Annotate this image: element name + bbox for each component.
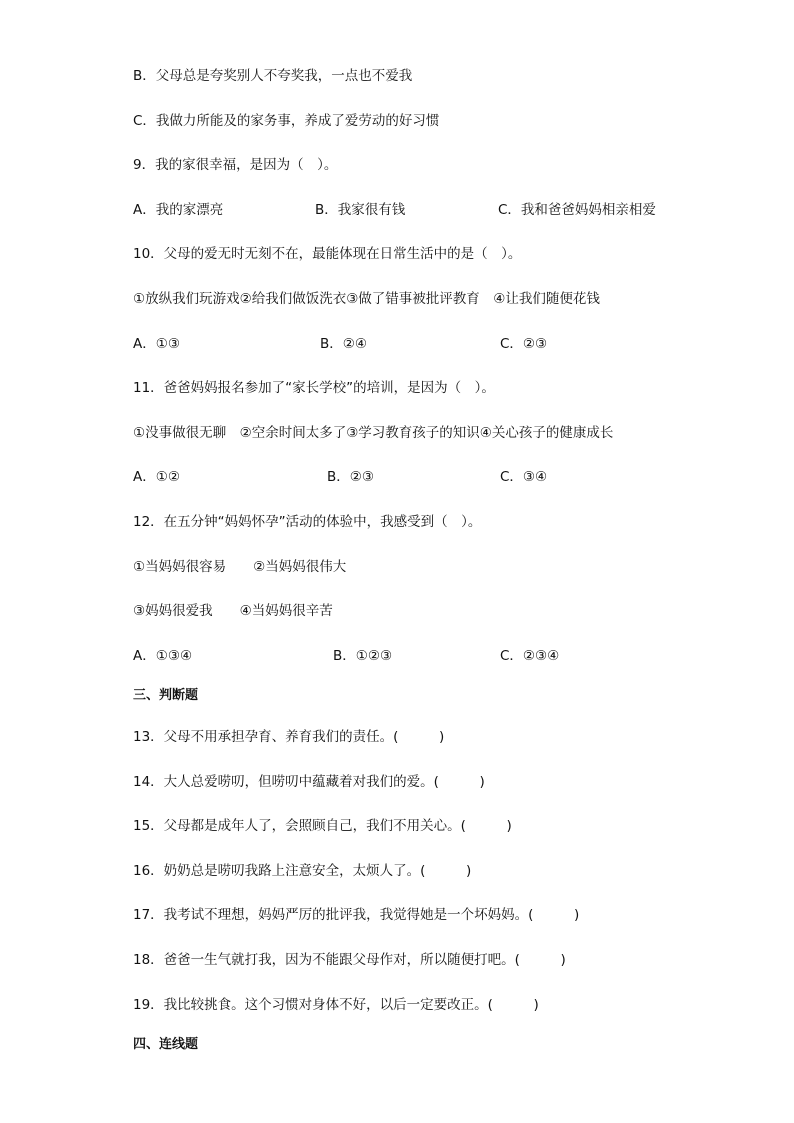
q10-option-b: B．②④ <box>320 336 367 352</box>
q12-option-c: C．②③④ <box>500 648 560 664</box>
q11-option-a: A．①② <box>133 469 180 485</box>
q9-option-a: A．我的家漂亮 <box>133 202 224 218</box>
question-16: 16．奶奶总是唠叨我路上注意安全，太烦人了。( ) <box>133 863 472 879</box>
question-12: 12．在五分钟“妈妈怀孕”活动的体验中，我感受到（ ）。 <box>133 514 482 530</box>
q11-items: ①没事做很无聊 ②空余时间太多了③学习教育孩子的知识④关心孩子的健康成长 <box>133 425 614 441</box>
q10-option-c: C．②③ <box>500 336 548 352</box>
q9-option-c: C．我和爸爸妈妈相亲相爱 <box>498 202 656 218</box>
question-11: 11．爸爸妈妈报名参加了“家长学校”的培训，是因为（ ）。 <box>133 380 495 396</box>
section-heading-judgment: 三、判断题 <box>133 688 199 703</box>
q11-option-c: C．③④ <box>500 469 548 485</box>
q10-option-a: A．①③ <box>133 336 180 352</box>
question-9: 9．我的家很幸福，是因为（ ）。 <box>133 157 338 173</box>
question-19: 19．我比较挑食。这个习惯对身体不好，以后一定要改正。( ) <box>133 997 539 1013</box>
q11-option-b: B．②③ <box>327 469 374 485</box>
question-17: 17．我考试不理想，妈妈严厉的批评我，我觉得她是一个坏妈妈。( ) <box>133 907 580 923</box>
question-15: 15．父母都是成年人了，会照顾自己，我们不用关心。( ) <box>133 818 512 834</box>
question-10: 10．父母的爱无时无刻不在，最能体现在日常生活中的是（ ）。 <box>133 246 522 262</box>
q8-option-c: C．我做力所能及的家务事，养成了爱劳动的好习惯 <box>133 113 440 129</box>
q10-items: ①放纵我们玩游戏②给我们做饭洗衣③做了错事被批评教育 ④让我们随便花钱 <box>133 291 600 307</box>
q12-items-row-2: ③妈妈很爱我 ④当妈妈很辛苦 <box>133 603 333 619</box>
q12-option-a: A．①③④ <box>133 648 193 664</box>
q12-option-b: B．①②③ <box>333 648 393 664</box>
question-18: 18．爸爸一生气就打我，因为不能跟父母作对，所以随便打吧。( ) <box>133 952 566 968</box>
section-heading-matching: 四、连线题 <box>133 1037 199 1052</box>
question-13: 13．父母不用承担孕育、养育我们的责任。( ) <box>133 729 445 745</box>
q9-option-b: B．我家很有钱 <box>315 202 406 218</box>
q12-items-row-1: ①当妈妈很容易 ②当妈妈很伟大 <box>133 559 347 575</box>
q8-option-b: B．父母总是夸奖别人不夸奖我，一点也不爱我 <box>133 68 413 84</box>
question-14: 14．大人总爱唠叨，但唠叨中蕴藏着对我们的爱。( ) <box>133 774 485 790</box>
